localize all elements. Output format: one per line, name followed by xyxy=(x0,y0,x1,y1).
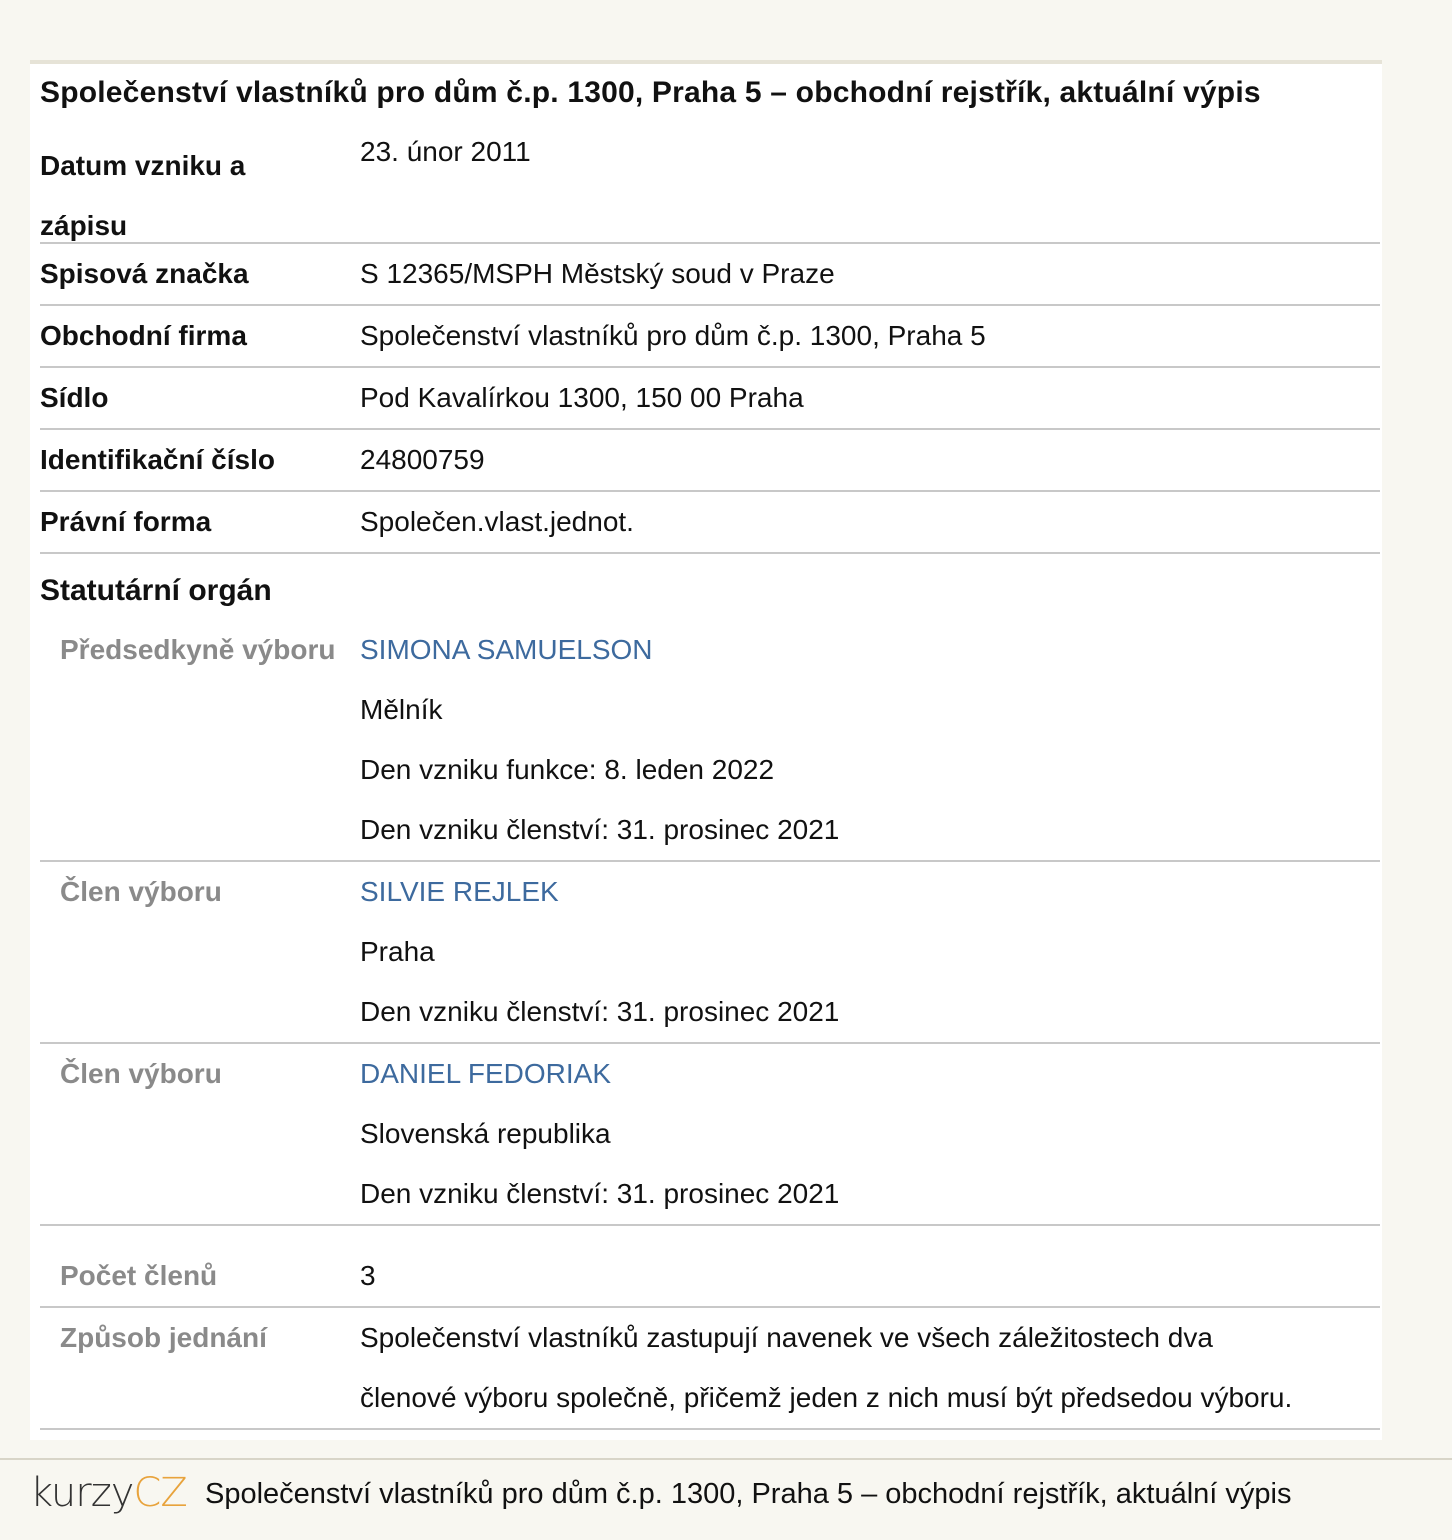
row-zpusob-jednani xyxy=(40,1308,1380,1430)
datum-label-line-2: zápisu xyxy=(40,210,128,241)
member-place: Praha xyxy=(360,936,435,967)
pocet-clenu-value: 3 xyxy=(360,1260,376,1291)
footer-title: Společenství vlastníků pro dům č.p. 1300, Praha 5 – obchodní rejstřík, aktuální výpis xyxy=(205,1478,1292,1510)
obchodni-firma-value: Společenství vlastníků pro dům č.p. 1300, Praha 5 xyxy=(360,320,986,351)
register-card xyxy=(30,60,1382,1440)
row-spisova-znacka xyxy=(40,244,1380,306)
zpusob-jednani-line-2: členové výboru společně, přičemž jeden z nich musí být předsedou výboru. xyxy=(360,1382,1293,1413)
datum-label-line-1: Datum vzniku a xyxy=(40,150,246,181)
zpusob-jednani-line-1: Společenství vlastníků zastupují navenek ve všech záležitostech dva xyxy=(360,1322,1213,1353)
member-place: Slovenská republika xyxy=(360,1118,611,1149)
row-ic xyxy=(40,430,1380,492)
member-membership-date: Den vzniku členství: 31. prosinec 2021 xyxy=(360,996,840,1027)
member-membership-date: Den vzniku členství: 31. prosinec 2021 xyxy=(360,1178,840,1209)
member-role: Předsedkyně výboru xyxy=(60,634,336,665)
member-name-link[interactable]: SIMONA SAMUELSON xyxy=(360,634,653,665)
ic-label: Identifikační číslo xyxy=(40,444,275,475)
logo-cz-text: CZ xyxy=(133,1470,187,1516)
member-place: Mělník xyxy=(360,694,443,725)
footer-bar xyxy=(0,1458,1452,1540)
datum-value: 23. únor 2011 xyxy=(360,136,531,167)
zpusob-jednani-label: Způsob jednání xyxy=(60,1322,267,1353)
member-name-link[interactable]: DANIEL FEDORIAK xyxy=(360,1058,612,1089)
kurzy-logo[interactable] xyxy=(30,1470,187,1516)
member-membership-date: Den vzniku členství: 31. prosinec 2021 xyxy=(360,814,840,845)
pravni-forma-label: Právní forma xyxy=(40,506,212,537)
member-role: Člen výboru xyxy=(60,1058,222,1089)
logo-kurzy-text: kurzy xyxy=(30,1470,134,1516)
ic-value: 24800759 xyxy=(360,444,485,475)
spisova-znacka-label: Spisová značka xyxy=(40,258,249,289)
member-role: Člen výboru xyxy=(60,876,222,907)
member-row xyxy=(40,862,1380,1044)
page-title: Společenství vlastníků pro dům č.p. 1300, Praha 5 – obchodní rejstřík, aktuální výpis xyxy=(40,76,1261,109)
member-row xyxy=(40,1044,1380,1226)
row-obchodni-firma xyxy=(40,306,1380,368)
sidlo-value: Pod Kavalírkou 1300, 150 00 Praha xyxy=(360,382,804,413)
pravni-forma-value: Společen.vlast.jednot. xyxy=(360,506,634,537)
statutory-heading: Statutární orgán xyxy=(40,574,272,607)
datum-label xyxy=(40,136,245,256)
row-sidlo xyxy=(40,368,1380,430)
spisova-znacka-value: S 12365/MSPH Městský soud v Praze xyxy=(360,258,835,289)
member-row xyxy=(40,620,1380,862)
row-pravni-forma xyxy=(40,492,1380,554)
row-datum xyxy=(40,124,1380,244)
pocet-clenu-label: Počet členů xyxy=(60,1260,218,1291)
obchodni-firma-label: Obchodní firma xyxy=(40,320,247,351)
member-name-link[interactable]: SILVIE REJLEK xyxy=(360,876,559,907)
member-function-date: Den vzniku funkce: 8. leden 2022 xyxy=(360,754,775,785)
sidlo-label: Sídlo xyxy=(40,382,109,413)
row-pocet-clenu xyxy=(40,1226,1380,1308)
